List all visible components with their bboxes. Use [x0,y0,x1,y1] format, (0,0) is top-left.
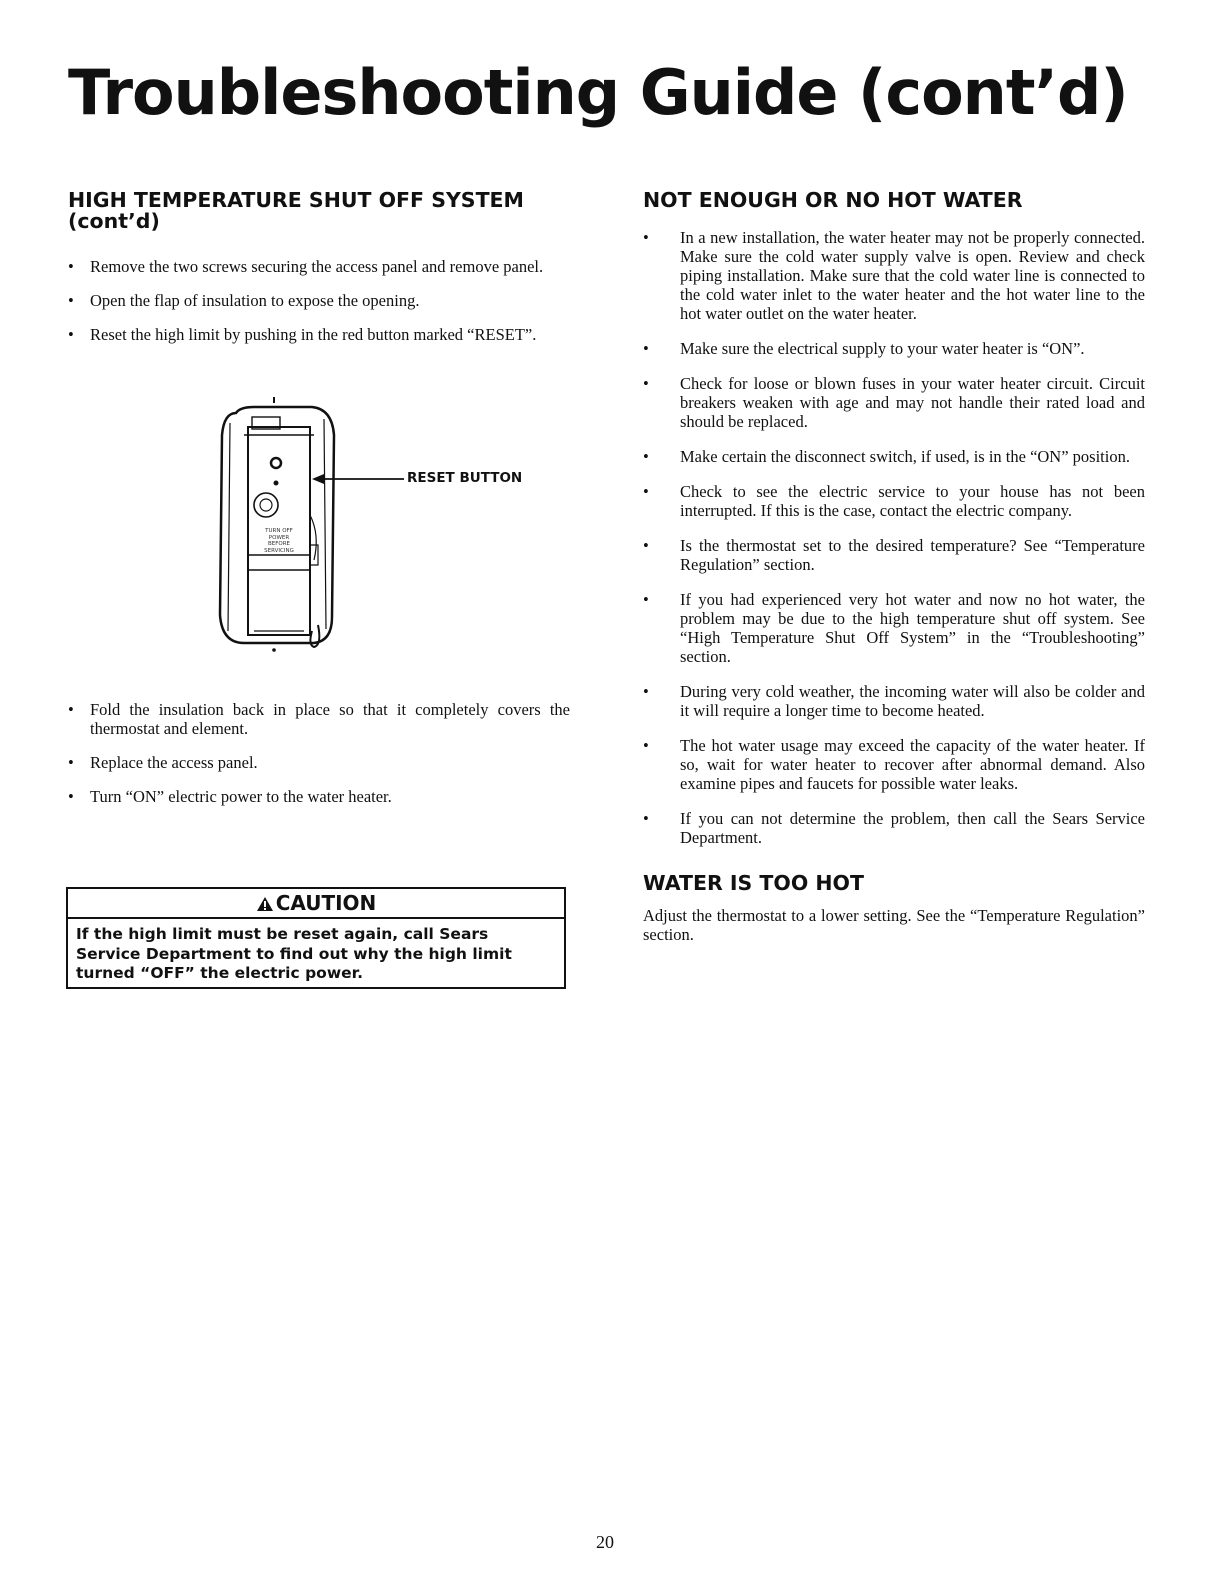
steps-list-before [68,257,570,344]
list-item: • If you had experienced very hot water and now no hot water, the problem may be due to the high temperature shut off system. See “High Temperature Shut Off System” in the “Troubleshooting” section. [643,590,1145,666]
bullet-icon: • [68,325,74,344]
caution-box [66,887,566,989]
list-item: • Remove the two screws securing the access panel and remove panel. [68,257,544,276]
bullet-icon: • [643,590,649,609]
bullet-icon: • [643,339,649,358]
bullet-icon: • [68,291,74,310]
page-title: Troubleshooting Guide (cont’d) [68,56,1128,129]
too-hot-text: Adjust the thermostat to a lower setting. See the “Temperature Regulation” section. [643,906,1145,944]
figure-text: SERVICING [264,547,294,554]
list-item: • The hot water usage may exceed the capacity of the water heater. If so, wait for water heater to recover after abnormal demand. Also examine pipes and faucets for possible water leaks. [643,736,1145,793]
figure-caption-block [248,528,310,554]
caution-heading [68,892,564,914]
list-item: • Check for loose or blown fuses in your water heater circuit. Circuit breakers weaken with age and may not handle their rated load and should be replaced. [643,374,1145,431]
list-item: • Make sure the electrical supply to your water heater is “ON”. [643,339,1085,358]
bullet-icon: • [68,753,74,772]
left-column-continued [68,700,570,806]
list-item: • In a new installation, the water heater may not be properly connected. Make sure the cold water supply valve is open. Review and check piping installation. Make sure that the cold water line is connected to the cold water inlet to the water heater and the hot water line to the hot water outlet on the water heater. [643,228,1145,323]
reset-button-label: RESET BUTTON [407,470,523,486]
heading-line-1: HIGH TEMPERATURE SHUT OFF SYSTEM [68,188,524,212]
bullet-icon: • [643,736,649,755]
thermostat-drawing [214,395,404,655]
bullet-icon: • [68,700,74,719]
bullet-icon: • [643,482,649,501]
list-item: • Replace the access panel. [68,753,258,772]
section-heading-not-enough: NOT ENOUGH OR NO HOT WATER [643,188,1023,212]
bullet-icon: • [68,787,74,806]
bullet-icon: • [643,682,649,701]
section-heading-too-hot: WATER IS TOO HOT [643,871,864,895]
warning-triangle-icon [256,896,274,912]
caution-title: CAUTION [275,891,377,915]
bullet-icon: • [68,257,74,276]
bullet-icon: • [643,536,649,555]
section-heading-high-temp [68,190,570,232]
right-column [643,190,1145,944]
list-item: • Is the thermostat set to the desired temperature? See “Temperature Regulation” section. [643,536,1145,574]
bullet-icon: • [643,809,649,828]
list-item: • During very cold weather, the incoming water will also be colder and it will require a longer time to become heated. [643,682,1145,720]
bullet-icon: • [643,374,649,393]
bullet-icon: • [643,228,649,247]
bullet-icon: • [643,447,649,466]
page-number: 20 [596,1532,614,1552]
list-item: • Open the flap of insulation to expose the opening. [68,291,420,310]
figure-text: POWER [268,534,290,541]
list-item: • Reset the high limit by pushing in the red button marked “RESET”. [68,325,537,344]
thermostat-illustration [214,395,554,655]
figure-text: TURN OFF [265,528,293,534]
heading-line-2: (cont’d) [68,209,160,233]
caution-text: If the high limit must be reset again, call Sears Service Department to find out why the high limit turned “OFF” the electric power. [76,925,512,982]
left-column [68,190,570,344]
list-item: • Fold the insulation back in place so that it completely covers the thermostat and element. [68,700,570,738]
not-enough-list [643,228,1145,847]
caution-divider [68,917,564,919]
steps-list-after [68,700,570,806]
list-item: • Check to see the electric service to your house has not been interrupted. If this is the case, contact the electric company. [643,482,1145,520]
list-item: • Make certain the disconnect switch, if used, is in the “ON” position. [643,447,1130,466]
list-item: • If you can not determine the problem, then call the Sears Service Department. [643,809,1145,847]
list-item: • Turn “ON” electric power to the water heater. [68,787,392,806]
figure-text: BEFORE [267,541,291,547]
